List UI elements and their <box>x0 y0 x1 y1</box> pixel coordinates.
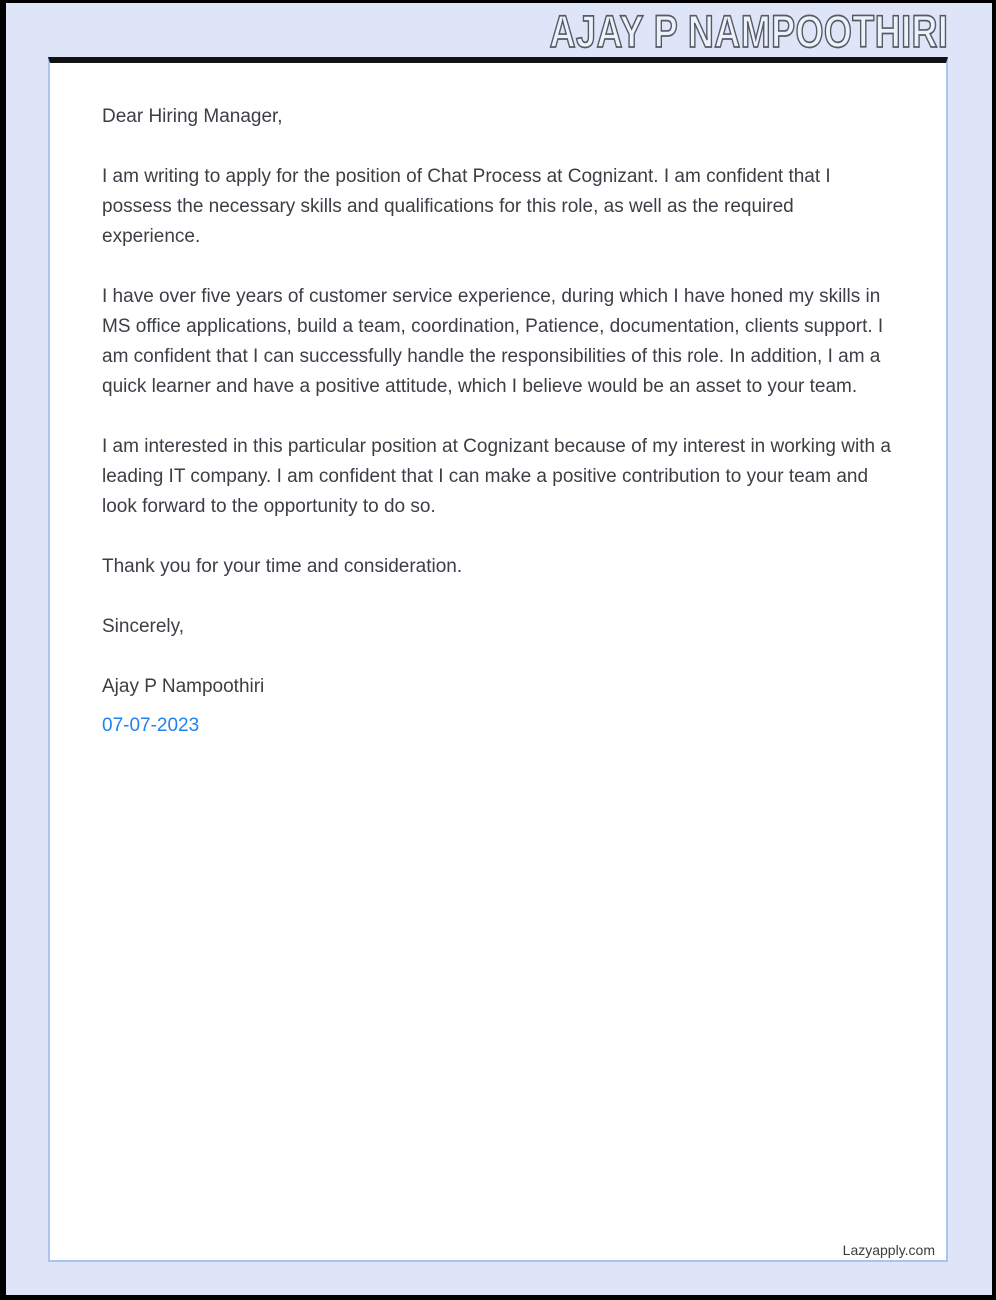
letter-body <box>50 63 946 741</box>
salutation: Dear Hiring Manager, <box>102 106 283 127</box>
cover-letter-document <box>48 57 948 1262</box>
watermark-lazyapply: Lazyapply.com <box>842 1242 935 1258</box>
closing: Sincerely, <box>102 616 185 637</box>
paragraph-thanks: Thank you for your time and consideration. <box>102 556 463 577</box>
page-background <box>6 3 992 1295</box>
letter-date: 07-07-2023 <box>102 715 200 736</box>
paragraph-experience: I have over five years of customer service experience, during which I have honed my skills in MS office applications, build a team, coordination, Patience, documentation, clients support. I am confident that I can successfully handle the responsibilities of this role. In addition, I am a quick learner and have a positive attitude, which I believe would be an asset to your team. <box>102 286 884 397</box>
letterhead <box>6 3 992 57</box>
paragraph-intro: I am writing to apply for the position of Chat Process at Cognizant. I am confident that I possess the necessary skills and qualifications for this role, as well as the required experience. <box>102 166 831 247</box>
paragraph-interest: I am interested in this particular position at Cognizant because of my interest in working with a leading IT company. I am confident that I can make a positive contribution to your team and look forward to the opportunity to do so. <box>102 436 891 517</box>
signature-name: Ajay P Nampoothiri <box>102 676 265 697</box>
letterhead-name: AJAY P NAMPOOTHIRI <box>549 6 948 57</box>
